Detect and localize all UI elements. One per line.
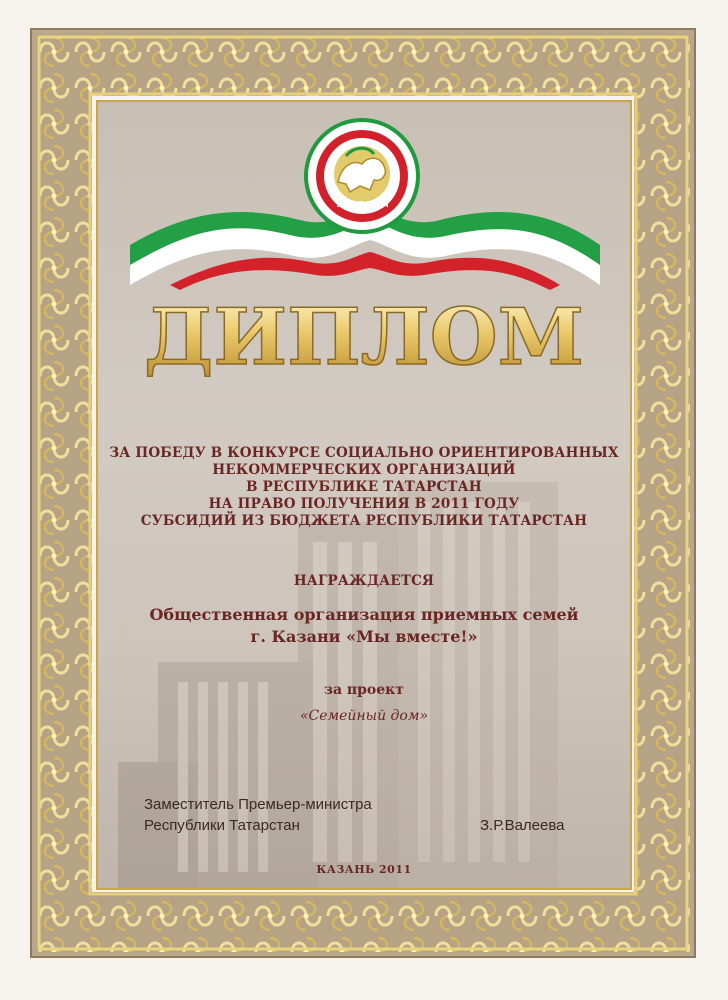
signatory-position-line-2: Республики Татарстан [144,817,300,834]
project-label: за проект [324,682,404,698]
diploma-title [100,292,628,382]
heading-line-5: СУБСИДИЙ ИЗ БЮДЖЕТА РЕСПУБЛИКИ ТАТАРСТАН [140,513,588,529]
footer-city-year: КАЗАНЬ 2011 [316,863,412,876]
title-text: ДИПЛОМ [144,292,584,382]
heading-line-1: ЗА ПОБЕДУ В КОНКУРСЕ СОЦИАЛЬНО ОРИЕНТИРОВАННЫХ [109,445,619,461]
organization-line-1: Общественная организация приемных семей [149,605,579,624]
tatarstan-emblem [302,116,422,236]
emblem-label: ТАТАРСТАН [335,200,389,209]
heading-line-4: НА ПРАВО ПОЛУЧЕНИЯ В 2011 ГОДУ [208,496,520,512]
signatory-position-line-1: Заместитель Премьер-министра [144,796,372,813]
heading-line-3: В РЕСПУБЛИКЕ ТАТАРСТАН [246,479,482,495]
heading-line-2: НЕКОММЕРЧЕСКИХ ОРГАНИЗАЦИЙ [212,462,516,478]
signatory-name: З.Р.Валеева [480,817,565,834]
project-name: «Семейный дом» [299,708,429,724]
awarded-label: НАГРАЖДАЕТСЯ [293,573,435,589]
organization-line-2: г. Казани «Мы вместе!» [250,627,478,646]
